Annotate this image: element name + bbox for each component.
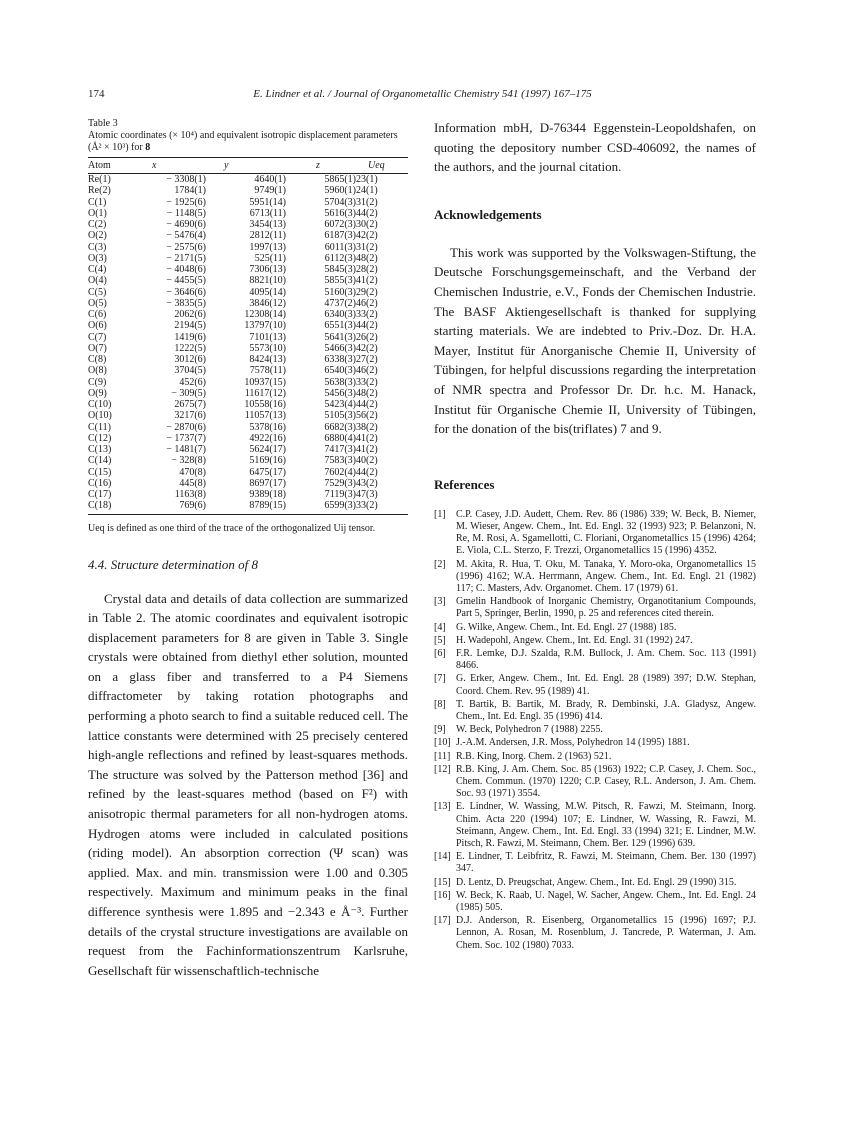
table-footnote: Ueq is defined as one third of the trace of the orthogonalized Uij tensor. [88, 522, 376, 534]
x-cell: − 3308(1) [166, 174, 206, 185]
x-cell: 2062(6) [174, 309, 206, 320]
z-cell: 5616(3) [324, 207, 356, 219]
x-cell: − 1737(7) [166, 432, 206, 444]
atom-cell: Re(2) [88, 185, 111, 197]
reference-text: D.J. Anderson, R. Eisenberg, Organometallics 15 (1996) 1697; P.J. Lennon, A. Rosan, M. Rosenblum, J. Tancrede, P. Waterman, J. Am. Chem. Soc. 102 (1980) 7033. [456, 915, 756, 951]
ueq-cell: 48(2) [356, 387, 378, 399]
table-row [88, 399, 408, 410]
table-row [88, 422, 408, 433]
left-column [88, 118, 408, 980]
table-row [88, 242, 408, 253]
table-row [88, 354, 408, 365]
ueq-cell: 30(2) [356, 219, 378, 230]
ueq-cell: 31(2) [356, 196, 378, 208]
table-row [88, 287, 408, 298]
table-row [88, 444, 408, 455]
x-cell: − 2171(5) [166, 252, 206, 264]
column-header-z: z [286, 158, 356, 174]
y-cell: 10558(16) [244, 399, 286, 410]
y-cell: 5573(10) [249, 342, 286, 354]
y-cell: 9389(18) [249, 489, 286, 500]
x-cell: − 1925(6) [166, 196, 206, 208]
structure-determination-paragraph: Crystal data and details of data collection are summarized in Table 2. The atomic coordinates and equivalent isotropic displacement parameters for 8 are given in Table 3. Single crystals were obtained from diethyl ether solution, mounted on a glass fiber and transferred to a P4 Siemens diffractometer by taking rotation photographs and performing a photo search to find a suitable reduced cell. The lattice constants were determined with 25 precisely centered high-angle reflections and refined by least-squares methods. The structure was solved by the Patterson method [36] and refined by the least-squares method (based on F²) with anisotropic thermal parameters for all non-hydrogen atoms. Hydrogen atoms were included in calculated positions (riding model). An absorption correction (Ψ scan) was applied. Max. and min. transmission were 1.00 and 0.305 respectively. Maximum and minimum peaks in the final difference synthesis were 1.895 and −2.343 e Å⁻³. Further details of the crystal structure investigations are available on request from the Fachinformationszentrum Karlsruhe, Gesellschaft für wissenschaftlich-technische [88, 590, 408, 978]
reference-text: G. Erker, Angew. Chem., Int. Ed. Engl. 28 (1989) 397; D.W. Stephan, Coord. Chem. Rev. 95 (1989) 41. [456, 673, 756, 697]
reference-text: H. Wadepohl, Angew. Chem., Int. Ed. Engl. 31 (1992) 247. [456, 634, 693, 646]
table-row [88, 455, 408, 466]
ueq-cell: 48(2) [356, 252, 378, 264]
z-cell: 6338(3) [324, 354, 356, 365]
reference-text: C.P. Casey, J.D. Audett, Chem. Rev. 86 (1986) 339; W. Beck, B. Niemer, M. Wieser, Angew. Chem., Int. Ed. Engl. 32 (1993) 923; P. Belanzoni, N. Re, M. Rosi, A. Sgamellotti, C. Floriani, Organometallics 15 (1996) 4264; E. Viola, C.L. Sterzo, F. Trezzi, Organometallics 15 (1996) 4352. [456, 508, 756, 557]
x-cell: − 4455(5) [166, 275, 206, 287]
y-cell: 4922(16) [249, 432, 286, 444]
ueq-cell: 41(2) [356, 432, 378, 444]
table-row [88, 197, 408, 208]
atom-cell: C(7) [88, 331, 107, 343]
z-cell: 7529(3) [324, 477, 356, 489]
reference-text: J.-A.M. Andersen, J.R. Moss, Polyhedron 14 (1995) 1881. [456, 737, 690, 749]
y-cell: 13797(10) [244, 320, 286, 332]
y-cell: 4095(14) [249, 286, 286, 298]
ueq-cell: 46(2) [356, 297, 378, 309]
reference-item [434, 635, 756, 647]
ueq-cell: 44(2) [356, 466, 378, 478]
atom-cell: O(3) [88, 252, 107, 264]
y-cell: 525(11) [254, 252, 286, 264]
atom-cell: C(4) [88, 264, 107, 275]
reference-number: [12] [434, 763, 451, 775]
z-cell: 5845(3) [324, 264, 356, 275]
table-row [88, 343, 408, 354]
reference-item [434, 622, 756, 634]
column-header-y: y [206, 158, 286, 174]
ueq-cell: 44(2) [356, 207, 378, 219]
reference-text: F.R. Lemke, D.J. Szalda, R.M. Bullock, J. Am. Chem. Soc. 113 (1991) 8466. [456, 647, 756, 672]
ueq-cell: 44(2) [356, 399, 378, 410]
z-cell: 6011(3) [324, 241, 356, 253]
atom-cell: C(11) [88, 421, 111, 433]
table-row [88, 253, 408, 264]
x-cell: 2675(7) [174, 399, 206, 410]
table-body [88, 174, 408, 515]
ueq-cell: 41(2) [356, 444, 378, 455]
continuation-paragraph: Information mbH, D-76344 Eggenstein-Leopoldshafen, on quoting the depository number CSD-406092, the names of the authors, and the journal citation. [434, 120, 756, 175]
reference-text: G. Wilke, Angew. Chem., Int. Ed. Engl. 27 (1988) 185. [456, 621, 677, 633]
atom-cell: O(8) [88, 365, 107, 377]
x-cell: − 2870(6) [166, 421, 206, 433]
x-cell: − 3835(5) [166, 297, 206, 309]
x-cell: − 3646(6) [166, 286, 206, 298]
z-cell: 4737(2) [324, 297, 356, 309]
z-cell: 6072(3) [324, 219, 356, 230]
y-cell: 10937(15) [244, 376, 286, 388]
y-cell: 1997(13) [249, 241, 286, 253]
ueq-cell: 43(2) [356, 477, 378, 489]
table-row [88, 275, 408, 286]
atom-cell: O(5) [88, 297, 107, 309]
atom-cell: C(2) [88, 219, 107, 230]
atom-cell: O(1) [88, 207, 107, 219]
reference-number: [5] [434, 634, 446, 646]
z-cell: 7583(3) [324, 455, 356, 467]
z-cell: 5641(3) [324, 331, 356, 343]
y-cell: 6713(11) [249, 207, 286, 219]
table-row [88, 377, 408, 388]
reference-text: W. Beck, Polyhedron 7 (1988) 2255. [456, 724, 603, 736]
y-cell: 2812(11) [249, 230, 286, 242]
ueq-cell: 28(2) [356, 264, 378, 275]
z-cell: 6340(3) [324, 309, 356, 320]
table-row [88, 410, 408, 421]
reference-item [434, 596, 756, 620]
y-cell: 12308(14) [244, 309, 286, 320]
table-row [88, 298, 408, 309]
reference-item [434, 648, 756, 672]
ueq-cell: 33(2) [356, 309, 378, 320]
reference-text: E. Lindner, W. Wassing, M.W. Pitsch, R. Fawzi, M. Steimann, Inorg. Chim. Acta 220 (1994) 107; E. Lindner, W. Wassing, R. Fawzi, M. Steimann, Angew. Chem., Int. Ed. Engl. 33 (1994) 321; E. Lindner, M.W. Pitsch, R. Fawzi, M. Steimann, Chem. Ber. 129 (1996) 639. [456, 801, 756, 849]
reference-number: [1] [434, 508, 446, 520]
ueq-cell: 38(2) [356, 421, 378, 433]
table-row [88, 365, 408, 376]
ueq-cell: 33(2) [356, 376, 378, 388]
reference-number: [8] [434, 698, 446, 710]
x-cell: − 328(8) [171, 455, 206, 467]
reference-item [434, 751, 756, 763]
atom-cell: O(9) [88, 387, 107, 399]
z-cell: 7417(3) [324, 444, 356, 455]
ueq-cell: 27(2) [356, 354, 378, 365]
reference-item [434, 724, 756, 736]
reference-item [434, 877, 756, 889]
table-header-row [88, 158, 408, 174]
ueq-cell: 42(2) [356, 230, 378, 242]
table-caption: Atomic coordinates (× 10⁴) and equivalent isotropic displacement parameters (Å² × 10³) for 8 [88, 130, 398, 153]
reference-number: [6] [434, 647, 446, 659]
table-row [88, 264, 408, 275]
page-number: 174 [88, 88, 105, 100]
ueq-cell: 24(1) [356, 185, 378, 197]
y-cell: 6475(17) [249, 466, 286, 478]
z-cell: 5423(4) [324, 399, 356, 410]
ueq-cell: 47(3) [356, 489, 378, 500]
column-header-ueq: Ueq [356, 158, 408, 174]
z-cell: 5960(1) [324, 185, 356, 197]
atom-cell: C(15) [88, 466, 112, 478]
y-cell: 3454(13) [249, 219, 286, 230]
table-row [88, 388, 408, 399]
atom-cell: C(18) [88, 500, 146, 514]
column-header-x: x [146, 158, 206, 174]
ueq-cell: 26(2) [356, 331, 378, 343]
atom-cell: C(10) [88, 399, 112, 410]
section-heading-4-4: 4.4. Structure determination of 8 [88, 556, 258, 572]
table-row [88, 467, 408, 478]
references-heading: References [434, 476, 495, 492]
compound-number: 8 [145, 142, 151, 153]
x-cell: 452(6) [179, 376, 206, 388]
z-cell: 6540(3) [324, 365, 356, 377]
table-row [88, 478, 408, 489]
y-cell: 11617(12) [244, 387, 286, 399]
z-cell: 6187(3) [324, 230, 356, 242]
atom-cell: O(6) [88, 320, 107, 332]
reference-item [434, 737, 756, 749]
running-head: E. Lindner et al. / Journal of Organometallic Chemistry 541 (1997) 167–175 [253, 88, 592, 100]
ueq-cell: 41(2) [356, 275, 378, 287]
reference-text: D. Lentz, D. Preugschat, Angew. Chem., Int. Ed. Engl. 29 (1990) 315. [456, 876, 737, 888]
x-cell: 1222(5) [174, 342, 206, 354]
ueq-cell: 56(2) [356, 410, 378, 422]
acknowledgements-heading: Acknowledgements [434, 206, 542, 222]
table-row [88, 174, 408, 186]
z-cell: 5160(3) [324, 286, 356, 298]
reference-item [434, 699, 756, 723]
y-cell: 7306(13) [249, 264, 286, 275]
y-cell: 5378(16) [249, 421, 286, 433]
x-cell: − 4048(6) [166, 264, 206, 275]
atom-cell: O(4) [88, 275, 107, 287]
atom-cell: O(2) [88, 230, 107, 242]
y-cell: 8821(10) [249, 275, 286, 287]
reference-number: [4] [434, 621, 446, 633]
x-cell: − 5476(4) [166, 230, 206, 242]
reference-item [434, 801, 756, 850]
reference-item [434, 890, 756, 914]
atom-cell: C(8) [88, 354, 107, 365]
z-cell: 7602(4) [324, 466, 356, 478]
z-cell: 6599(3) [286, 500, 356, 514]
reference-number: [10] [434, 737, 451, 749]
reference-number: [2] [434, 558, 446, 570]
y-cell: 7101(13) [249, 331, 286, 343]
y-cell: 5624(17) [249, 444, 286, 455]
x-cell: − 2575(6) [166, 241, 206, 253]
reference-item [434, 673, 756, 697]
reference-item [434, 764, 756, 801]
reference-text: T. Bartik, B. Bartik, M. Brady, R. Dembinski, J.A. Gladysz, Angew. Chem., Int. Ed. Engl. 35 (1996) 414. [456, 698, 756, 722]
atom-cell: O(10) [88, 410, 112, 422]
y-cell: 8424(13) [249, 354, 286, 365]
x-cell: 1419(6) [174, 331, 206, 343]
column-header-atom: Atom [88, 158, 146, 174]
reference-text: R.B. King, Inorg. Chem. 2 (1963) 521. [456, 750, 612, 762]
reference-number: [11] [434, 750, 451, 762]
y-cell: 9749(1) [254, 185, 286, 197]
ueq-cell: 40(2) [356, 455, 378, 467]
ueq-cell: 44(2) [356, 320, 378, 332]
reference-item [434, 915, 756, 952]
z-cell: 6880(4) [324, 432, 356, 444]
reference-number: [9] [434, 724, 446, 736]
atom-cell: C(12) [88, 432, 112, 444]
z-cell: 5105(3) [324, 410, 356, 422]
reference-text: Gmelin Handbook of Inorganic Chemistry, Organotitanium Compounds, Part 5, Springer, Berlin, 1990, p. 25 and references cited therein. [456, 596, 756, 620]
ueq-cell: 29(2) [356, 286, 378, 298]
atom-cell: C(3) [88, 241, 107, 253]
x-cell: 445(8) [179, 477, 206, 489]
atom-cell: C(5) [88, 286, 107, 298]
reference-item [434, 851, 756, 875]
y-cell: 11057(13) [244, 410, 286, 422]
x-cell: − 1481(7) [166, 444, 206, 455]
z-cell: 6682(3) [324, 421, 356, 433]
y-cell: 3846(12) [249, 297, 286, 309]
table-row [88, 230, 408, 241]
z-cell: 6112(3) [324, 252, 356, 264]
y-cell: 7578(11) [249, 365, 286, 377]
z-cell: 5466(3) [324, 342, 356, 354]
atom-cell: C(16) [88, 477, 112, 489]
reference-number: [16] [434, 889, 451, 901]
table-row [88, 500, 408, 514]
z-cell: 6551(3) [324, 320, 356, 332]
reference-text: W. Beck, K. Raab, U. Nagel, W. Sacher, Angew. Chem., Int. Ed. Engl. 24 (1985) 505. [456, 889, 756, 914]
reference-number: [14] [434, 851, 451, 863]
x-cell: − 309(5) [171, 387, 206, 399]
acknowledgements-paragraph: This work was supported by the Volkswagen-Stiftung, the Deutsche Forschungsgemeinschaft, and the Verband der Chemischen Industrie, e.V., Fonds der Chemischen Industrie. The BASF Aktiengesellschaft is thanked for supplying starting materials. We are indebted to Priv.-Doz. Dr. H.A. Mayer, Institut für Anorganische Chemie II, University of Tübingen, for helpful discussions regarding the interpretation of NMR spectra and Professor Dr. Dr. h.c. M. Hanack, Institut für Organische Chemie II, University of Tübingen, for the donation of the bis(triflates) 7 and 9. [434, 244, 756, 437]
y-cell: 8789(15) [206, 500, 286, 514]
table-row [88, 433, 408, 444]
atom-cell: C(13) [88, 444, 112, 455]
x-cell: 769(6) [146, 500, 206, 514]
references-list [434, 509, 756, 952]
reference-number: [13] [434, 801, 451, 813]
y-cell: 8697(17) [249, 477, 286, 489]
z-cell: 7119(3) [324, 489, 356, 500]
coordinates-table [88, 157, 408, 515]
table-label: Table 3 [88, 118, 118, 129]
reference-number: [7] [434, 673, 446, 685]
reference-text: E. Lindner, T. Leibfritz, R. Fawzi, M. Steimann, Chem. Ber. 130 (1997) 347. [456, 851, 756, 875]
atom-cell: C(9) [88, 376, 107, 388]
x-cell: − 1148(5) [166, 207, 206, 219]
x-cell: 3217(6) [174, 410, 206, 422]
ueq-cell: 42(2) [356, 342, 378, 354]
z-cell: 5865(1) [324, 174, 356, 185]
reference-item [434, 509, 756, 558]
atom-cell: C(17) [88, 489, 112, 500]
ueq-cell: 46(2) [356, 365, 378, 377]
table-row [88, 332, 408, 343]
reference-number: [3] [434, 596, 446, 608]
reference-text: R.B. King, J. Am. Chem. Soc. 85 (1963) 1922; C.P. Casey, J. Chem. Soc., Chem. Commun. (1970) 1220; C.P. Casey, R.L. Anderson, J. Am. Chem. Soc. 93 (1971) 3554. [456, 763, 756, 800]
x-cell: 3012(6) [174, 354, 206, 365]
y-cell: 5169(16) [249, 455, 286, 467]
atom-cell: O(7) [88, 342, 107, 354]
table-row [88, 208, 408, 219]
z-cell: 5456(3) [324, 387, 356, 399]
z-cell: 5704(3) [324, 196, 356, 208]
reference-item [434, 559, 756, 596]
x-cell: 470(8) [179, 466, 206, 478]
reference-number: [15] [434, 876, 451, 888]
table-row [88, 185, 408, 196]
table-row [88, 489, 408, 500]
ueq-cell: 31(2) [356, 241, 378, 253]
y-cell: 4640(1) [254, 174, 286, 185]
atom-cell: Re(1) [88, 174, 111, 185]
ueq-cell: 23(1) [356, 174, 378, 185]
y-cell: 5951(14) [249, 196, 286, 208]
x-cell: 1784(1) [174, 185, 206, 197]
ueq-cell: 33(2) [356, 500, 408, 514]
atom-cell: C(1) [88, 196, 107, 208]
z-cell: 5855(3) [324, 275, 356, 287]
atom-cell: C(14) [88, 455, 112, 467]
x-cell: 1163(8) [174, 489, 206, 500]
z-cell: 5638(3) [324, 376, 356, 388]
reference-text: M. Akita, R. Hua, T. Oku, M. Tanaka, Y. Moro-oka, Organometallics 15 (1996) 4162; W.A. Herrmann, Angew. Chem., Int. Ed. Engl. 21 (1982) 117; C. Masters, Adv. Organomet. Chem. 17 (1979) 61. [456, 558, 756, 594]
x-cell: − 4690(6) [166, 219, 206, 230]
atom-cell: C(6) [88, 309, 107, 320]
table-row [88, 219, 408, 230]
reference-number: [17] [434, 915, 451, 927]
table-row [88, 320, 408, 331]
x-cell: 3704(5) [174, 365, 206, 377]
x-cell: 2194(5) [174, 320, 206, 332]
table-row [88, 309, 408, 320]
right-column [434, 118, 756, 953]
